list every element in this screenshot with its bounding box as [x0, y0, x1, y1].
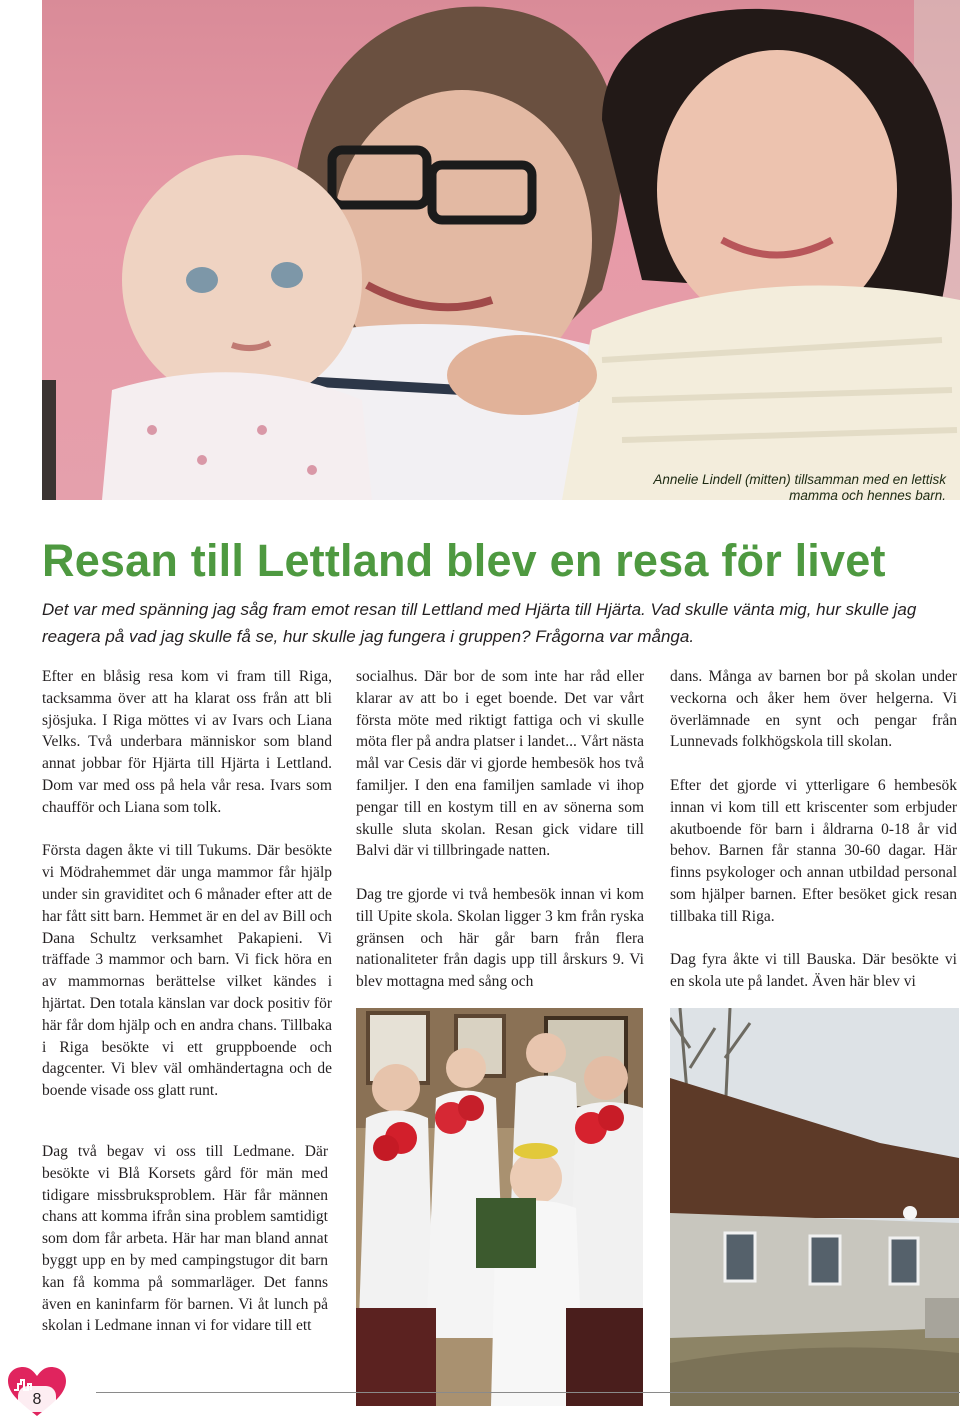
photo-countryside-house [670, 1008, 959, 1406]
paragraph: socialhus. Där bor de som inte har råd eller klarar av att bo i eget boende. Det var vårt första möte med riktigt fattiga och vi skulle möta fler på andra platser i landet... Vårt nästa mål var Cesis där vi gjorde hembesök hos två familjer. I den ena familjen samlade vi ihop pengar till en kostym till en av sönerna som skulle sluta skolan. Resan gick vidare till Balvi där vi tillbringade natten. [356, 668, 644, 860]
photo-children-folk-costumes [356, 1008, 643, 1406]
page-number: 8 [32, 1391, 42, 1408]
hero-photo [42, 0, 960, 500]
article-headline: Resan till Lettland blev en resa för livet [42, 535, 886, 586]
photo-caption-line-2: mamma och hennes barn. [789, 488, 946, 500]
photo-children-illustration [356, 1008, 643, 1406]
paragraph: Första dagen åkte vi till Tukums. Där besökte vi Mödrahemmet där unga mammor får hjälp under sin graviditet och 6 månader efter att de har fått sitt barn. Hemmet är en del av Bill och Dana Schultz verksamhet Pakapieni. Vi träffade 3 mammor och barn. Vi fick höra en av mammornas berättelse vilket kändes i hjärtat. Den totala känslan var dock positiv för här får dom hjälp och en andra chans. Tillbaka i Riga besökte vi ett gruppboende och dagcenter. Vi blev väl omhändertagna och de boende visade oss glatt runt. [42, 842, 332, 1100]
paragraph: dans. Många av barnen bor på skolan under veckorna och åker hem över helgerna. Vi överlämnade en synt och pengar från Lunnevads folkhögskola till skolan. [670, 668, 957, 751]
article-lead: Det var med spänning jag såg fram emot resan till Lettland med Hjärta till Hjärta. Vad skulle vänta mig, hur skulle jag reagera på vad jag skulle få se, hur skulle jag fungera i gruppen? Frågorna var många. [42, 600, 917, 646]
page-number-badge [6, 1366, 68, 1418]
footer-rule [96, 1392, 960, 1393]
article-column-2 [356, 666, 644, 993]
article-column-1 [42, 666, 332, 1102]
paragraph: Efter det gjorde vi ytterligare 6 hembesök innan vi kom till ett kriscenter som erbjuder akutboende för barn i åldrarna 0-18 år vid behov. Barnen får stanna 30-60 dagar. Här finns psykologer och annan utbildad personal som hjälper barnen. Efter besöket gick resan tillbaka till Riga. [670, 776, 957, 925]
photo-house-illustration [670, 1008, 959, 1406]
photo-caption-line-1: Annelie Lindell (mitten) tillsamman med en lettisk [653, 472, 946, 487]
paragraph: Dag fyra åkte vi till Bauska. Där besökte vi en skola ute på landet. Även här blev vi [670, 951, 957, 991]
hero-photo-illustration [42, 0, 960, 500]
article-column-3 [670, 666, 957, 993]
photo-caption [616, 472, 946, 500]
paragraph: Dag tre gjorde vi två hembesök innan vi kom till Upite skola. Skolan ligger 3 km från ryska gränsen och här går barn från flera nationaliteter från dagis upp till årskurs 9. Vi blev mottagna med sång och [356, 885, 644, 991]
article-column-1-continued [42, 1141, 328, 1337]
paragraph: Dag två begav vi oss till Ledmane. Där besökte vi Blå Korsets gård för män med tidigare missbruksproblem. Här får männen chans att komma ifrån sina problem samtidigt som dom får arbeta. Här har man bland annat byggt upp en by med campingstugor dit barn kan få komma på sommarläger. Det fanns även en kaninfarm för barnen. Vi åt lunch på skolan i Ledmane innan vi for vidare till ett [42, 1143, 328, 1335]
paragraph: Efter en blåsig resa kom vi fram till Riga, tacksamma över att ha klarat oss från att bli sjösjuka. I Riga möttes vi av Ivars och Liana Velks. Två underbara människor som bland annat jobbar för Hjärta till Hjärta i Lettland. Dom var med oss på hela vår resa. Ivars som chaufför och Liana som tolk. [42, 668, 332, 816]
